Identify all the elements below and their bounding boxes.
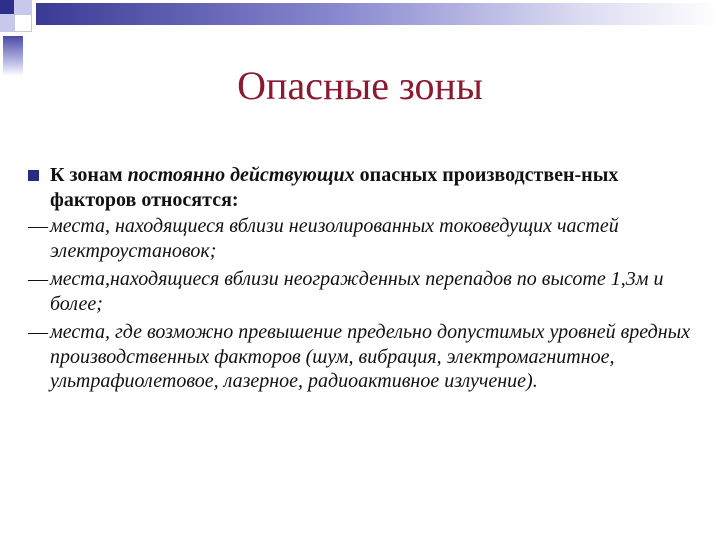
dash-marker: — [28, 215, 48, 237]
corner-square-outline [14, 14, 32, 32]
corner-square-dark [0, 0, 14, 14]
intro-suffix: опасных производствен-ных факторов относятся: [50, 164, 619, 211]
square-bullet-icon [28, 170, 39, 181]
slide-title: Опасные зоны [237, 63, 483, 108]
intro-paragraph [28, 163, 700, 212]
dash-marker: — [28, 321, 48, 343]
corner-square-light [0, 14, 14, 32]
list-item [28, 320, 700, 394]
corner-square-light [14, 0, 32, 14]
list-item [28, 214, 700, 263]
list-item-text: места, где возможно превышение предельно допустимых уровней вредных производственных факторов (шум, вибрация, электромагнитное, ультрафиолетовое, лазерное, радиоактивное излучение). [50, 321, 691, 392]
slide-body [28, 163, 700, 394]
dash-marker: — [28, 268, 48, 290]
intro-prefix: К зонам [50, 164, 128, 186]
header-gradient-bar [36, 3, 720, 25]
list-item [28, 267, 700, 316]
list-item-text: места, находящиеся вблизи неизолированных токоведущих частей электроустановок; [50, 215, 619, 262]
list-item-text: места,находящиеся вблизи неогражденных перепадов по высоте 1,3м и более; [50, 268, 664, 315]
intro-emphasis: постоянно действующих [127, 164, 355, 186]
